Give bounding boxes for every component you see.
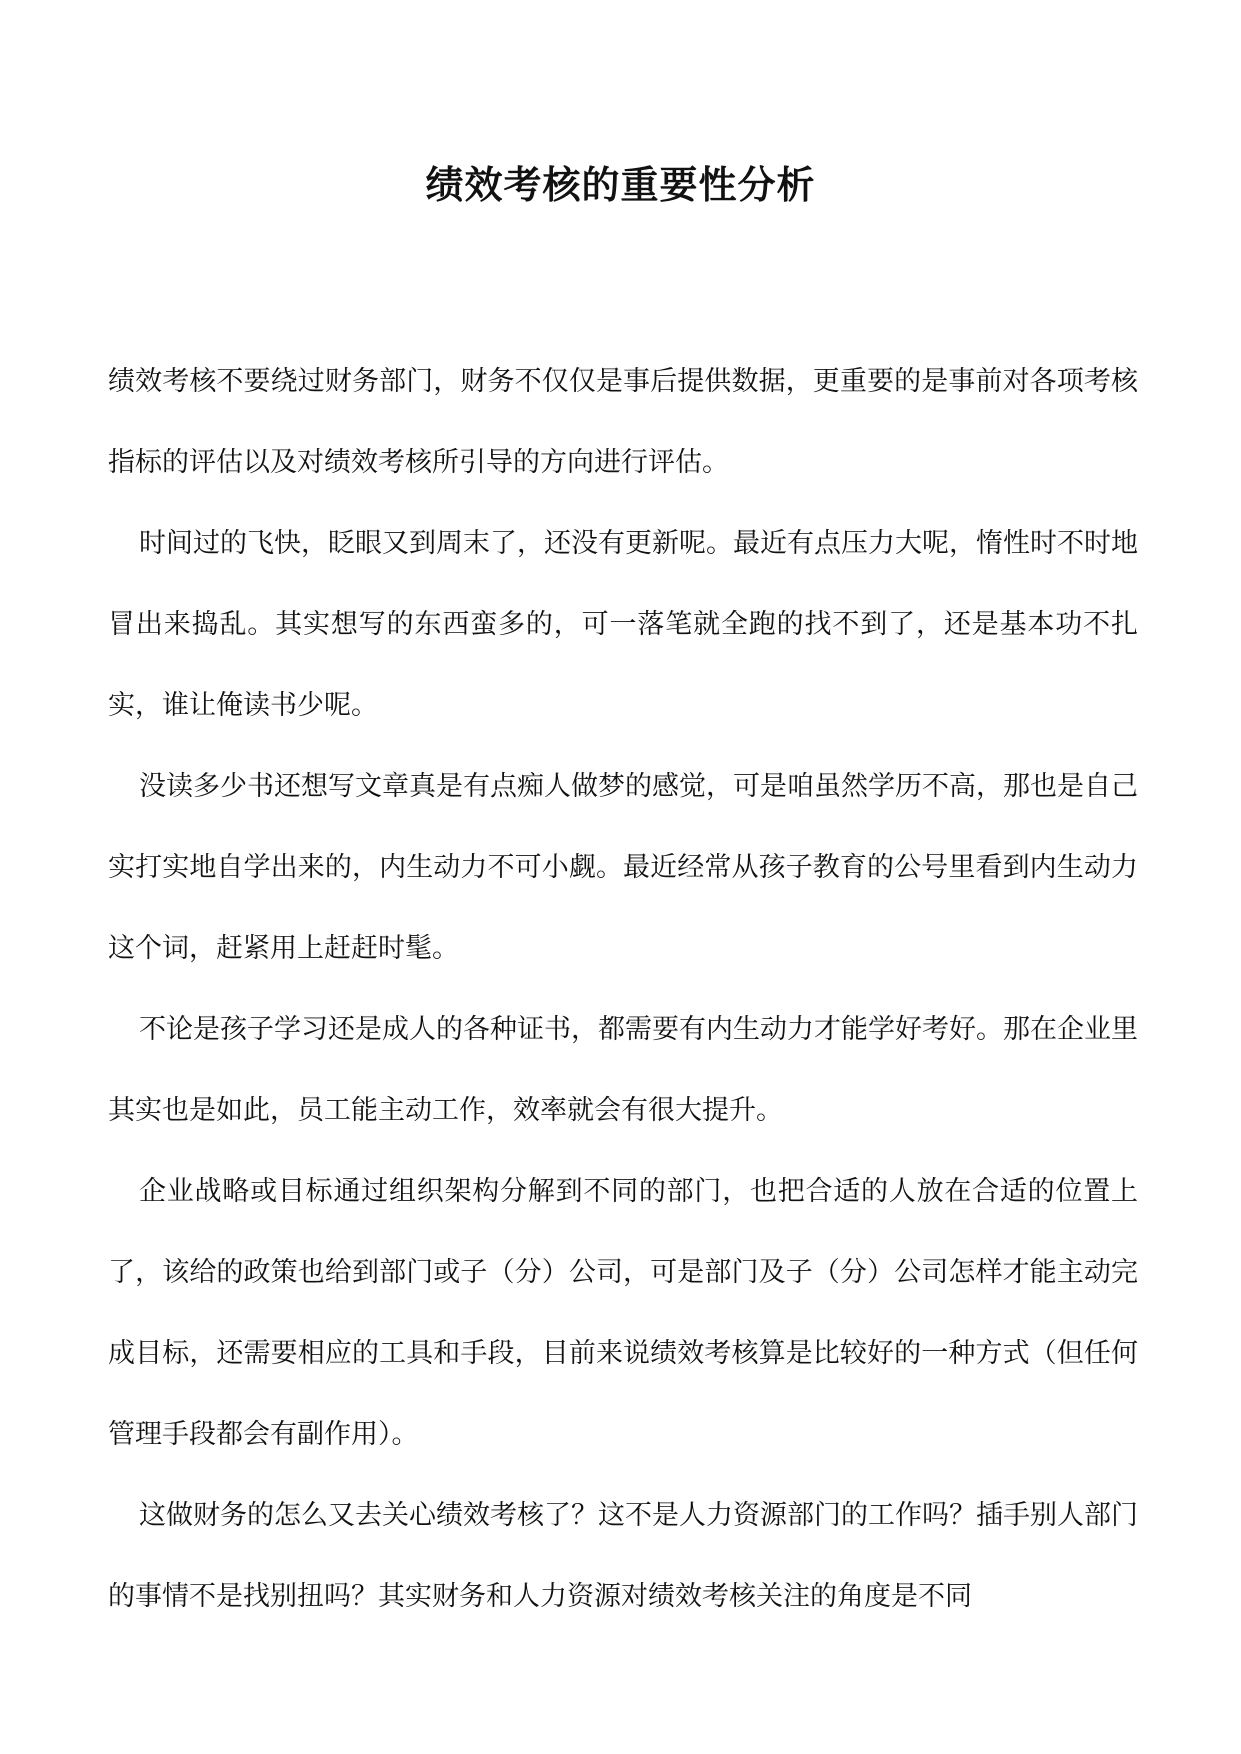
paragraph-3: 没读多少书还想写文章真是有点痴人做梦的感觉，可是咱虽然学历不高，那也是自己实打实地自学出来的，内生动力不可小觑。最近经常从孩子教育的公号里看到内生动力这个词，赶紧用上赶赶时髦。: [108, 771, 1138, 964]
paragraph-4: 不论是孩子学习还是成人的各种证书，都需要有内生动力才能学好考好。那在企业里其实也是如此，员工能主动工作，效率就会有很大提升。: [108, 1014, 1138, 1126]
paragraph-1: 绩效考核不要绕过财务部门，财务不仅仅是事后提供数据，更重要的是事前对各项考核指标的评估以及对绩效考核所引导的方向进行评估。: [108, 366, 1138, 478]
paragraph-6: 这做财务的怎么又去关心绩效考核了？这不是人力资源部门的工作吗？插手别人部门的事情不是找别扭吗？其实财务和人力资源对绩效考核关注的角度是不同: [108, 1500, 1138, 1612]
article-body: [108, 341, 1138, 1637]
page-title: 绩效考核的重要性分析: [425, 163, 816, 207]
paragraph-2: 时间过的飞快，眨眼又到周末了，还没有更新呢。最近有点压力大呢，惰性时不时地冒出来捣乱。其实想写的东西蛮多的，可一落笔就全跑的找不到了，还是基本功不扎实，谁让俺读书少呢。: [108, 528, 1138, 721]
paragraph-5: 企业战略或目标通过组织架构分解到不同的部门，也把合适的人放在合适的位置上了，该给的政策也给到部门或子（分）公司，可是部门及子（分）公司怎样才能主动完成目标，还需要相应的工具和手段，目前来说绩效考核算是比较好的一种方式（但任何管理手段都会有副作用）。: [108, 1176, 1138, 1450]
